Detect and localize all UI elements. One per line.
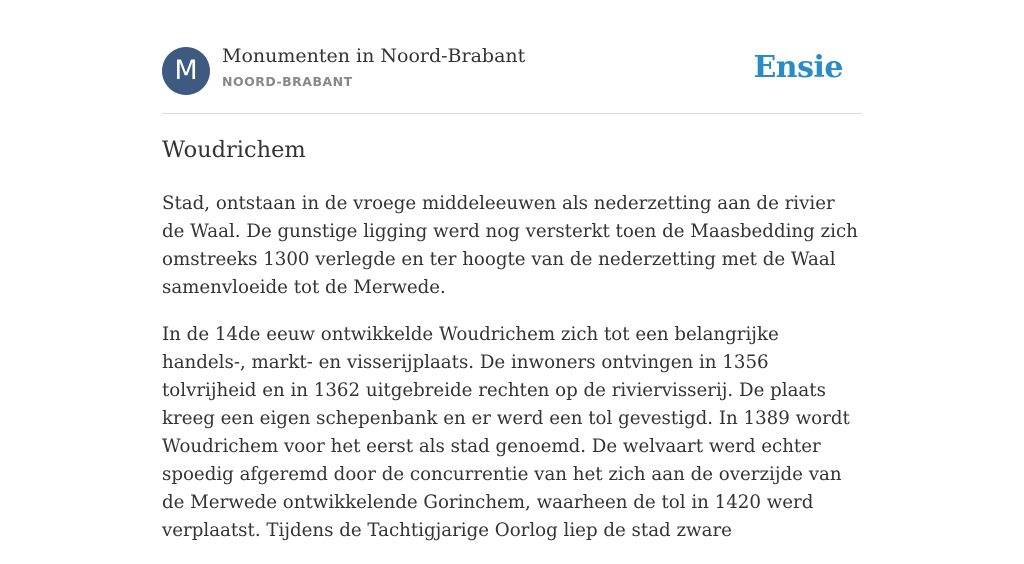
- ensie-logo[interactable]: Ensie: [753, 50, 843, 85]
- avatar[interactable]: M: [162, 47, 210, 95]
- header: [162, 0, 862, 114]
- source-subtitle-link[interactable]: NOORD-BRABANT: [222, 74, 353, 89]
- article-body: [162, 190, 862, 564]
- source-title-link[interactable]: Monumenten in Noord-Brabant: [222, 45, 526, 67]
- article-title: Woudrichem: [162, 137, 306, 163]
- article-paragraph: In de 14de eeuw ontwikkelde Woudrichem zich tot een belangrijke handels-, markt- en visserijplaats. De inwoners ontvingen in 1356 tolvrijheid en in 1362 uitgebreide rechten op de riviervisserij. De plaats kreeg een eigen schepenbank en er werd een tol gevestigd. In 1389 wordt Woudrichem voor het eerst als stad genoemd. De welvaart werd echter spoedig afgeremd door de concurrentie van het zich aan de overzijde van de Merwede ontwikkelende Gorinchem, waarheen de tol in 1420 werd verplaatst. Tijdens de Tachtigjarige Oorlog liep de stad zware: [162, 324, 850, 541]
- article-paragraph: Stad, ontstaan in de vroege middeleeuwen als nederzetting aan de rivier de Waal. De gunstige ligging werd nog versterkt toen de Maasbedding zich omstreeks 1300 verlegde en ter hoogte van de nederzetting met de Waal samenvloeide tot de Merwede.: [162, 193, 858, 298]
- content-container: [162, 0, 862, 541]
